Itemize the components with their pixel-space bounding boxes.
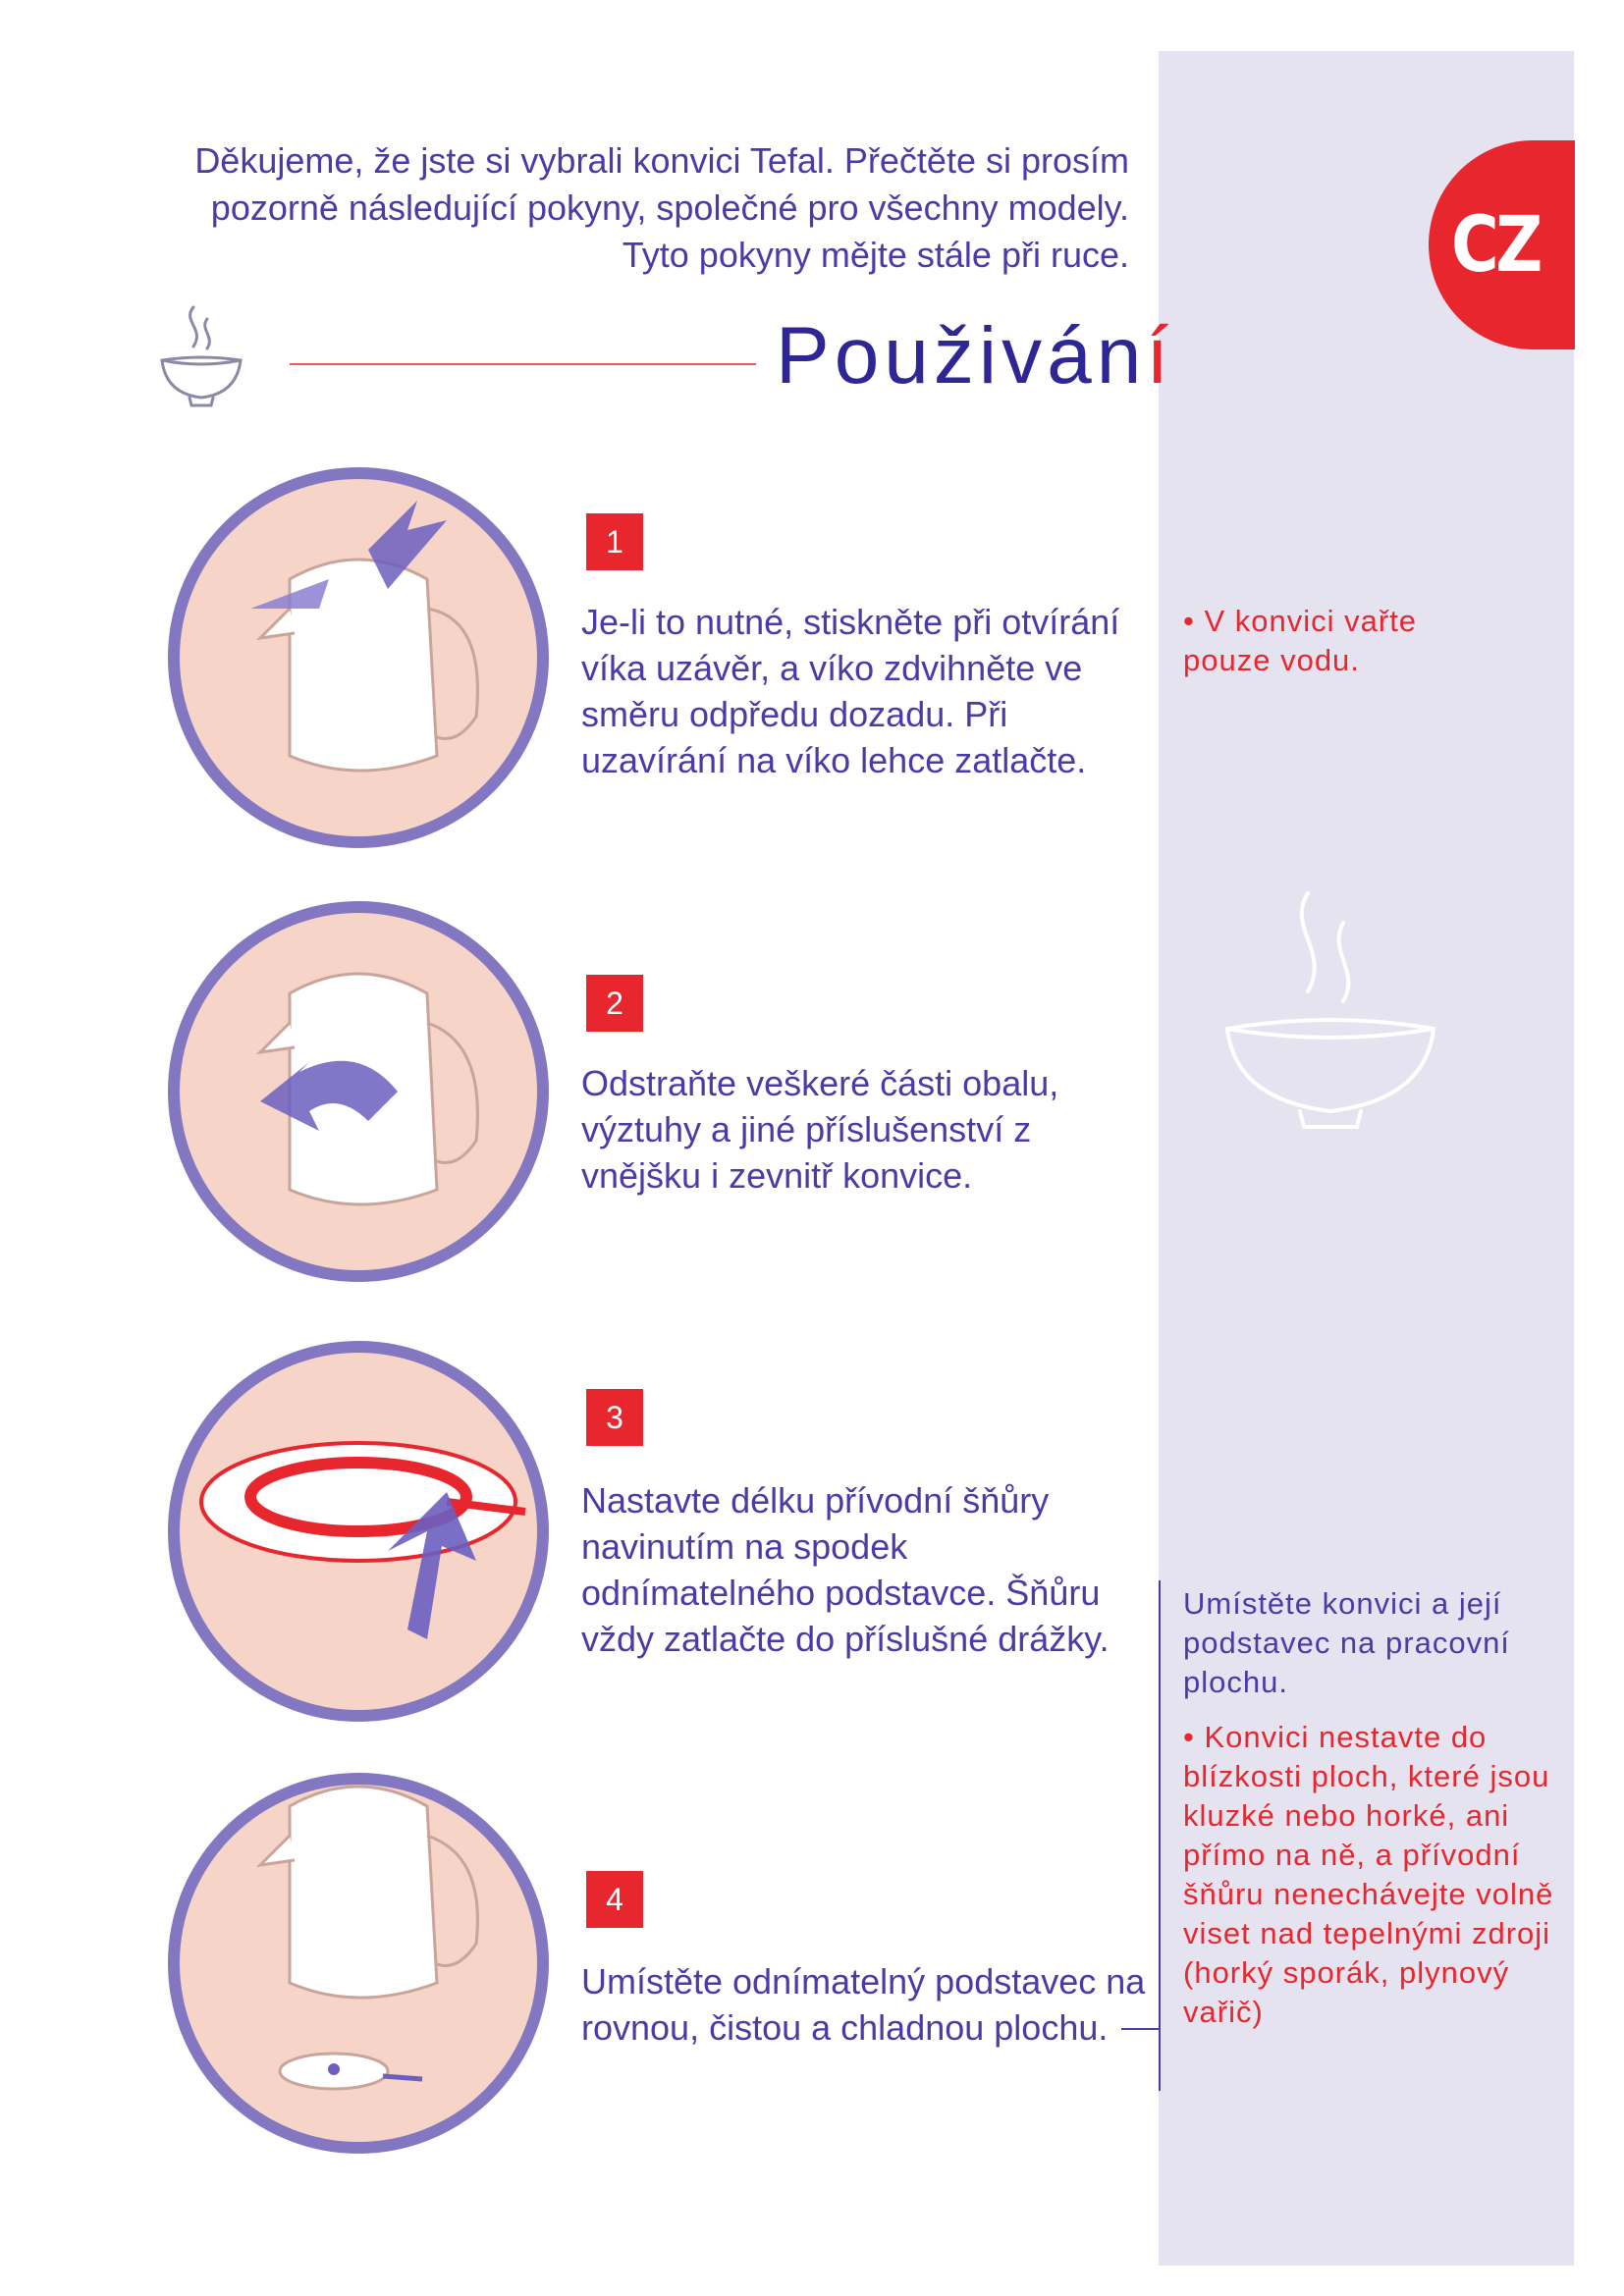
page-title — [776, 307, 1173, 405]
step-3-number: 3 — [586, 1389, 643, 1446]
intro-line-2: pozorně následující pokyny, společné pro všechny modely. — [210, 187, 1129, 228]
step-3-illustration — [162, 1335, 555, 1728]
language-label: CZ — [1451, 201, 1540, 290]
step-1-illustration — [162, 461, 555, 854]
steaming-bowl-icon — [1218, 883, 1443, 1148]
title-rule — [290, 363, 756, 365]
note-placement: Umístěte konvici a její podstavec na pracovní plochu. — [1183, 1586, 1510, 1699]
step-4-text: Umístěte odnímatelný podstavec na rovnou, čistou a chladnou plochu. — [581, 1961, 1146, 2048]
step-1-number: 1 — [586, 513, 643, 570]
step-4-connector — [1121, 2028, 1159, 2030]
step-4-number: 4 — [586, 1871, 643, 1928]
step-1-text: Je-li to nutné, stiskněte při otvírání víka uzávěr, a víko zdvihněte ve směru odpředu dozadu. Při uzavírání na víko lehce zatlačte. — [581, 602, 1120, 780]
notes-bracket — [1159, 1580, 1161, 2091]
step-2-illustration — [162, 895, 555, 1288]
intro-text — [177, 137, 1129, 279]
step-4-illustration — [162, 1767, 555, 2160]
step-3-text: Nastavte délku přívodní šňůry navinutím na spodek odnímatelného podstavce. Šňůru vždy zatlačte do příslušné drážky. — [581, 1480, 1110, 1659]
steaming-bowl-icon — [152, 299, 250, 412]
intro-line-3: Tyto pokyny mějte stále při ruce. — [622, 235, 1129, 275]
title-main: Použiván — [776, 311, 1147, 400]
note-warning: • Konvici nestavte do blízkosti ploch, které jsou kluzké nebo horké, ani přímo na ně, a přívodní šňůru nenechávejte volně viset nad tepelnými zdroji (horký sporák, plynový vařič) — [1183, 1720, 1554, 2029]
step-2-number: 2 — [586, 975, 643, 1032]
title-last-letter: í — [1146, 311, 1174, 400]
note-water-only: • V konvici vařte pouze vodu. — [1183, 604, 1418, 677]
step-2-text: Odstraňte veškeré části obalu, výztuhy a jiné příslušenství z vnějšku i zevnitř konvice. — [581, 1063, 1059, 1196]
intro-line-1: Děkujeme, že jste si vybrali konvici Tefal. Přečtěte si prosím — [194, 140, 1129, 181]
